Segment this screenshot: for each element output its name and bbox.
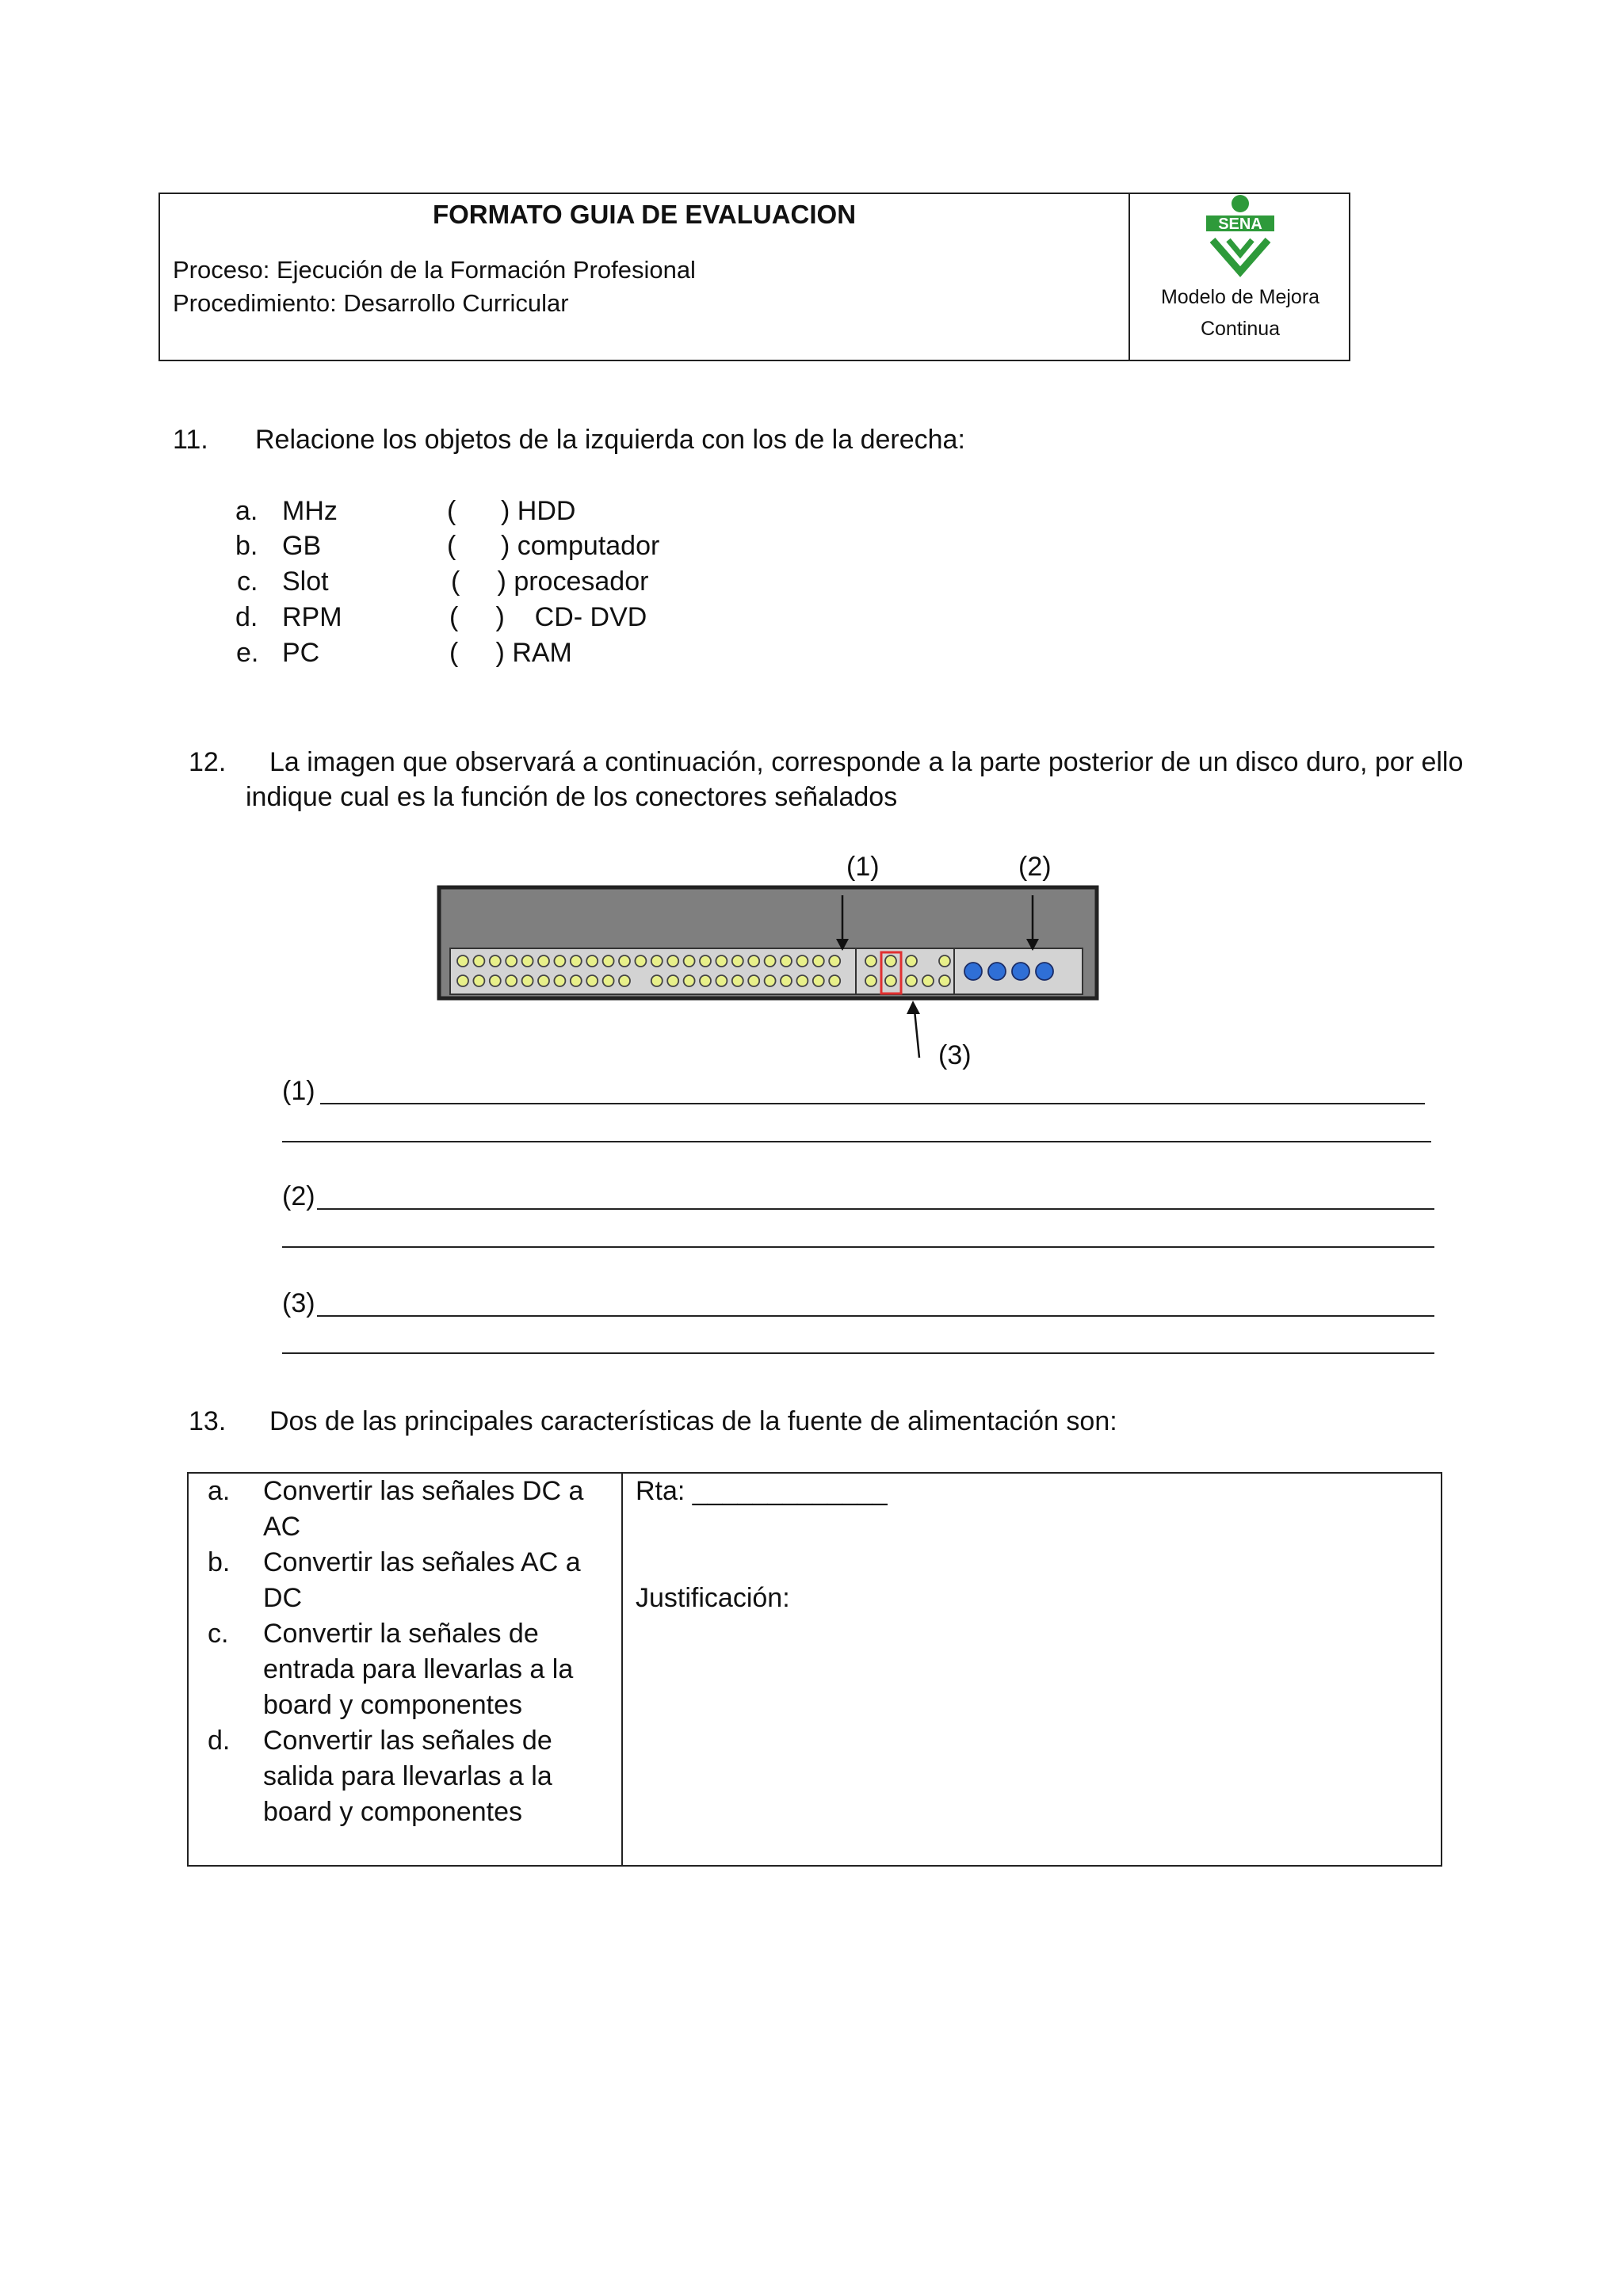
connector-pin xyxy=(684,955,695,967)
answer-line-2a[interactable] xyxy=(317,1208,1434,1210)
connector-pin xyxy=(813,975,824,986)
svg-text:SENA: SENA xyxy=(1218,215,1262,233)
connector-pin xyxy=(554,955,565,967)
connector-pin xyxy=(700,975,711,986)
connector-pin xyxy=(781,955,792,967)
connector-pin xyxy=(964,963,982,980)
figure-label-2: (2) xyxy=(1018,852,1052,882)
q11-left-letter: d. xyxy=(235,602,258,632)
figure-label-1: (1) xyxy=(846,852,880,882)
q12-number: 12. xyxy=(189,747,227,777)
q11-left-item: MHz xyxy=(282,496,338,526)
sena-logo xyxy=(1130,194,1350,360)
q11-left-letter: b. xyxy=(235,531,258,561)
connector-pin xyxy=(1012,963,1029,980)
connector-pin xyxy=(865,955,876,967)
q13-option-letter: d. xyxy=(208,1726,231,1756)
document-header xyxy=(158,193,1350,361)
connector-pin xyxy=(765,955,776,967)
connector-pin xyxy=(538,975,549,986)
connector-pin xyxy=(667,975,678,986)
q13-option-text[interactable]: board y componentes xyxy=(263,1797,522,1827)
connector-pin xyxy=(829,955,840,967)
connector-pin xyxy=(813,955,824,967)
connector-pin xyxy=(651,955,663,967)
figure-label-3: (3) xyxy=(938,1040,972,1070)
hdd-rear-figure xyxy=(436,852,1149,1081)
q12-prompt-line2: indique cual es la función de los conectores señalados xyxy=(246,782,898,812)
connector-pin xyxy=(906,955,917,967)
q11-left-item: PC xyxy=(282,638,320,668)
connector-pin xyxy=(473,955,484,967)
q13-option-letter: a. xyxy=(208,1476,231,1506)
q11-left-letter: c. xyxy=(237,566,258,597)
q13-option-text[interactable]: Convertir las señales DC a xyxy=(263,1476,584,1506)
connector-pin xyxy=(765,975,776,986)
connector-pin xyxy=(635,955,646,967)
connector-pin xyxy=(796,975,808,986)
connector-pin xyxy=(603,975,614,986)
q13-option-text[interactable]: Convertir las señales AC a xyxy=(263,1547,581,1577)
q13-option-text[interactable]: AC xyxy=(263,1512,301,1542)
q11-prompt: Relacione los objetos de la izquierda con los de la derecha: xyxy=(255,425,965,455)
connector-pin xyxy=(732,975,743,986)
connector-pin xyxy=(939,955,950,967)
connector-pin xyxy=(988,963,1006,980)
q11-right-item[interactable]: ( ) computador xyxy=(447,531,660,561)
connector-pin xyxy=(490,955,501,967)
connector-pin xyxy=(716,955,727,967)
answer-line-1b[interactable] xyxy=(282,1141,1431,1142)
q11-number: 11. xyxy=(173,425,208,455)
q13-prompt: Dos de las principales características de la fuente de alimentación son: xyxy=(269,1406,1117,1436)
q13-option-letter: c. xyxy=(208,1619,229,1649)
process-line: Proceso: Ejecución de la Formación Profesional xyxy=(173,256,696,284)
connector-pin xyxy=(522,975,533,986)
q12-prompt-line1: La imagen que observará a continuación, corresponde a la parte posterior de un disco duro, por ello xyxy=(269,747,1464,777)
connector-pin xyxy=(667,955,678,967)
q11-right-item[interactable]: ( ) RAM xyxy=(449,638,572,668)
connector-pin xyxy=(571,975,582,986)
q11-left-item: Slot xyxy=(282,566,329,597)
connector-pin xyxy=(885,955,896,967)
answer-label-2: (2) xyxy=(282,1181,315,1211)
connector-pin xyxy=(538,955,549,967)
connector-pin xyxy=(732,955,743,967)
connector-pin xyxy=(885,975,896,986)
q13-option-text[interactable]: Convertir las señales de xyxy=(263,1726,552,1756)
connector-pin xyxy=(748,955,759,967)
q13-option-text[interactable]: Convertir la señales de xyxy=(263,1619,539,1649)
connector-pin xyxy=(457,975,468,986)
connector-pin xyxy=(922,975,934,986)
arrow-3-head xyxy=(907,1001,920,1014)
connector-pin xyxy=(651,975,663,986)
connector-pin xyxy=(506,955,517,967)
connector-pin xyxy=(1036,963,1053,980)
q13-table-divider xyxy=(621,1474,623,1865)
logo-caption-2: Continua xyxy=(1200,318,1281,340)
answer-line-2b[interactable] xyxy=(282,1246,1434,1248)
answer-label-1: (1) xyxy=(282,1076,315,1106)
answer-line-3b[interactable] xyxy=(282,1352,1434,1354)
q11-left-item: RPM xyxy=(282,602,342,632)
q13-option-letter: b. xyxy=(208,1547,231,1577)
connector-pin xyxy=(603,955,614,967)
q11-right-item[interactable]: ( ) HDD xyxy=(447,496,576,526)
q13-option-text[interactable]: board y componentes xyxy=(263,1690,522,1720)
answer-line-3a[interactable] xyxy=(317,1315,1434,1317)
q11-left-item: GB xyxy=(282,531,322,561)
q11-left-letter: e. xyxy=(236,638,259,668)
connector-pin xyxy=(748,975,759,986)
connector-pin xyxy=(906,975,917,986)
connector-pin xyxy=(781,975,792,986)
connector-pin xyxy=(554,975,565,986)
q13-answer-field[interactable]: Rta: _____________ xyxy=(636,1476,888,1506)
q13-option-text[interactable]: salida para llevarlas a la xyxy=(263,1761,552,1791)
connector-pin xyxy=(490,975,501,986)
q13-option-text[interactable]: entrada para llevarlas a la xyxy=(263,1654,574,1684)
q11-right-item[interactable]: ( ) procesador xyxy=(451,566,649,597)
form-title: FORMATO GUIA DE EVALUACION xyxy=(432,200,857,229)
connector-pin xyxy=(829,975,840,986)
connector-pin xyxy=(939,975,950,986)
connector-pin xyxy=(619,955,630,967)
connector-pin xyxy=(586,975,598,986)
procedure-line: Procedimiento: Desarrollo Curricular xyxy=(173,289,569,317)
logo-caption-1: Modelo de Mejora xyxy=(1160,286,1320,308)
connector-pin xyxy=(865,975,876,986)
connector-pin xyxy=(586,955,598,967)
q11-left-letter: a. xyxy=(235,496,258,526)
q13-table xyxy=(187,1472,1442,1867)
connector-pin xyxy=(700,955,711,967)
answer-label-3: (3) xyxy=(282,1288,315,1318)
answer-line-1a[interactable] xyxy=(320,1103,1425,1104)
q13-justification-label: Justificación: xyxy=(636,1583,790,1613)
connector-pin xyxy=(796,955,808,967)
connector-pin xyxy=(506,975,517,986)
arrow-3 xyxy=(915,1010,919,1058)
q11-right-item[interactable]: ( ) CD- DVD xyxy=(449,602,647,632)
connector-pin xyxy=(457,955,468,967)
q13-option-text[interactable]: DC xyxy=(263,1583,303,1613)
connector-pin xyxy=(684,975,695,986)
connector-pin xyxy=(571,955,582,967)
q13-number: 13. xyxy=(189,1406,227,1436)
connector-pin xyxy=(619,975,630,986)
sena-logo-icon xyxy=(1197,194,1284,281)
connector-pin xyxy=(522,955,533,967)
connector-pin xyxy=(473,975,484,986)
connector-pin xyxy=(716,975,727,986)
